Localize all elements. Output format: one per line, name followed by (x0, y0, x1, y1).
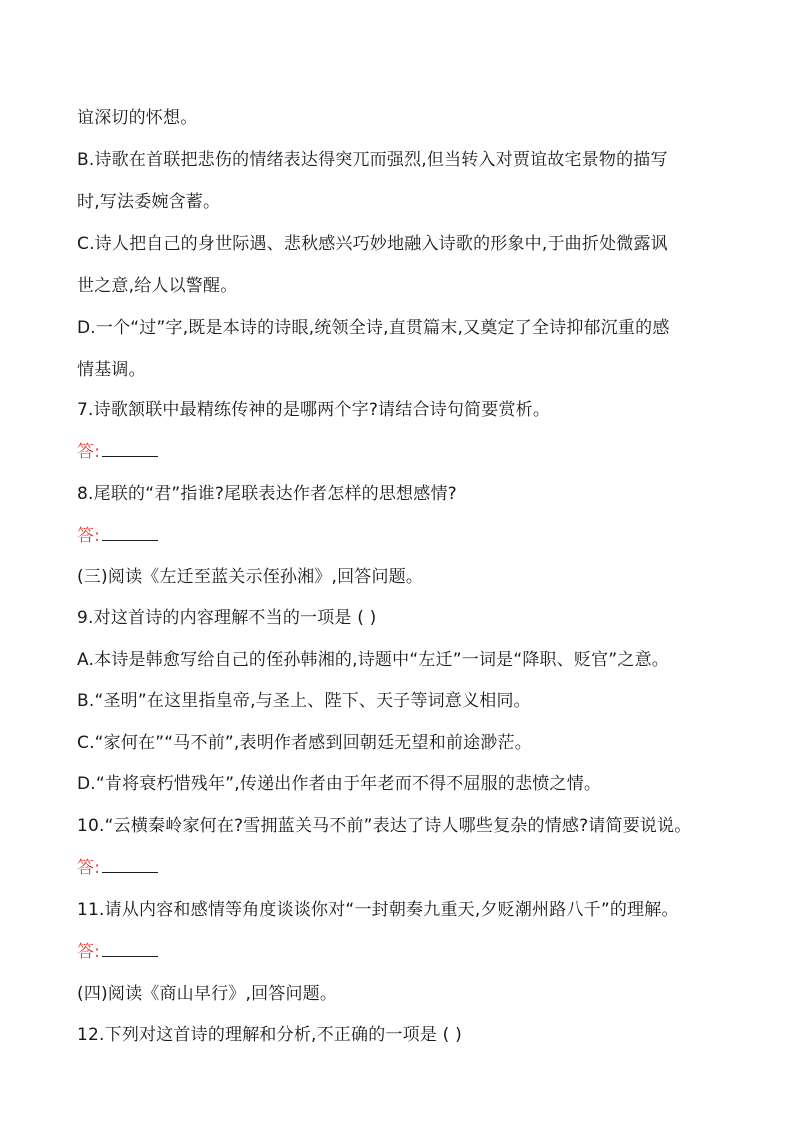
option-d-line-2: 情基调。 (77, 360, 146, 380)
answer-blank (102, 858, 158, 873)
text-line: 谊深切的怀想。 (77, 108, 198, 128)
answer-8 (77, 524, 737, 548)
answer-10 (77, 856, 737, 880)
answer-label: 答: (77, 942, 101, 962)
q9-option-c: C.“家何在”“马不前”,表明作者感到回朝廷无望和前途渺茫。 (77, 733, 532, 753)
question-9: 9.对这首诗的内容理解不当的一项是 ( ) (77, 608, 377, 628)
question-11: 11.请从内容和感情等角度谈谈你对“一封朝奏九重天,夕贬潮州路八千”的理解。 (77, 900, 679, 920)
answer-blank (102, 526, 158, 541)
question-12: 12.下列对这首诗的理解和分析,不正确的一项是 ( ) (77, 1025, 462, 1045)
answer-blank (102, 442, 158, 457)
option-c-line-2: 世之意,给人以警醒。 (77, 276, 238, 296)
question-10: 10.“云横秦岭家何在?雪拥蓝关马不前”表达了诗人哪些复杂的情感?请简要说说。 (77, 816, 692, 836)
section-3-heading: (三)阅读《左迁至蓝关示侄孙湘》,回答问题。 (77, 567, 424, 587)
answer-7 (77, 440, 737, 464)
section-4-heading: (四)阅读《商山早行》,回答问题。 (77, 984, 338, 1004)
q9-option-d: D.“肯将衰朽惜残年”,传递出作者由于年老而不得不屈服的悲愤之情。 (77, 774, 602, 794)
question-7: 7.诗歌颔联中最精练传神的是哪两个字?请结合诗句简要赏析。 (77, 400, 551, 420)
option-d-line-1: D.一个“过”字,既是本诗的诗眼,统领全诗,直贯篇末,又奠定了全诗抑郁沉重的感 (77, 318, 670, 338)
answer-label: 答: (77, 442, 101, 462)
option-b-line-1: B.诗歌在首联把悲伤的情绪表达得突兀而强烈,但当转入对贾谊故宅景物的描写 (77, 150, 668, 170)
answer-label: 答: (77, 858, 101, 878)
option-c-line-1: C.诗人把自己的身世际遇、悲秋感兴巧妙地融入诗歌的形象中,于曲折处微露讽 (77, 234, 668, 254)
question-8: 8.尾联的“君”指谁?尾联表达作者怎样的思想感情? (77, 484, 457, 504)
answer-blank (102, 942, 158, 957)
answer-label: 答: (77, 526, 101, 546)
option-b-line-2: 时,写法委婉含蓄。 (77, 192, 221, 212)
q9-option-a: A.本诗是韩愈写给自己的侄孙韩湘的,诗题中“左迁”一词是“降职、贬官”之意。 (77, 650, 669, 670)
q9-option-b: B.“圣明”在这里指皇帝,与圣上、陛下、天子等词意义相同。 (77, 691, 531, 711)
answer-11 (77, 940, 737, 964)
